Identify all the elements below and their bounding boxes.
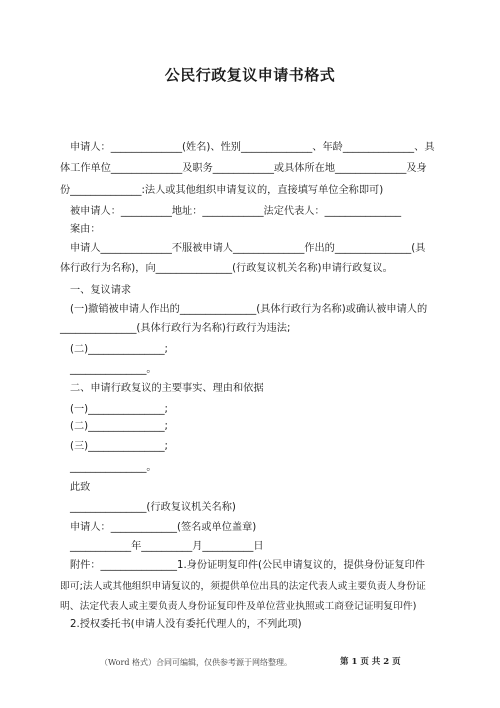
text-line: (三)_______________;	[70, 441, 168, 452]
text-line: _______________。	[70, 364, 157, 375]
recipient-line: _______________(行政复议机关名称)	[70, 502, 236, 513]
signature-line: 申请人：_____________(签名或单位盖章)	[70, 522, 257, 533]
attachment-line: 附件：_______________1.身份证明复印件(公民申请复议的，提供身份证复印件	[70, 560, 425, 571]
text-line: _______________(具体行政行为名称)行政行为违法;	[60, 323, 291, 334]
text-line: (一)撤销被申请人作出的_______________(具体行政行为名称)或确认被申请人的	[70, 304, 428, 315]
text-line: 案由：	[70, 224, 101, 235]
closing-text: 此致	[70, 482, 91, 493]
text-line: 被申请人：__________地址：____________法定代表人：_______________	[70, 206, 402, 217]
text-line: 体行政行为名称)，向_______________(行政复议机关名称)申请行政复议。	[60, 263, 393, 274]
document-title: 公民行政复议申请书格式	[164, 66, 336, 84]
text-line: 明、法定代表人或主要负责人身份证复印件及单位营业执照或工商登记证明复印件)	[60, 601, 417, 612]
text-line: (二)_______________;	[70, 344, 168, 355]
text-line: (一)_______________;	[70, 404, 168, 415]
text-line: 即可;法人或其他组织申请复议的，须提供单位出具的法定代表人或主要负责人身份证	[60, 581, 426, 592]
text-line: 体工作单位______________及职务____________或具体所在地______________及身	[60, 163, 427, 174]
footer-note: （Word 格式）合同可编辑，仅供参考源于网络整理。	[100, 658, 292, 667]
page-number: 第 1 页 共 2 页	[340, 657, 401, 667]
text-line: (二)_______________;	[70, 421, 168, 432]
text-line: 份______________:法人或其他组织申请复议的，直接填写单位全称即可)	[60, 185, 384, 196]
date-line: ____________年__________月__________日	[70, 541, 264, 552]
text-line: _______________。	[70, 462, 157, 473]
section-heading: 二、申请行政复议的主要事实、理由和依据	[70, 383, 264, 394]
text-line: 申请人：______________(姓名)、性别______________、年龄______________、具	[70, 142, 435, 153]
attachment-line: 2.授权委托书(申请人没有委托代理人的，不列此项)	[70, 619, 302, 630]
section-heading: 一、复议请求	[70, 285, 132, 296]
text-line: 申请人______________不服被申请人______________作出的_______________(具	[70, 243, 426, 254]
